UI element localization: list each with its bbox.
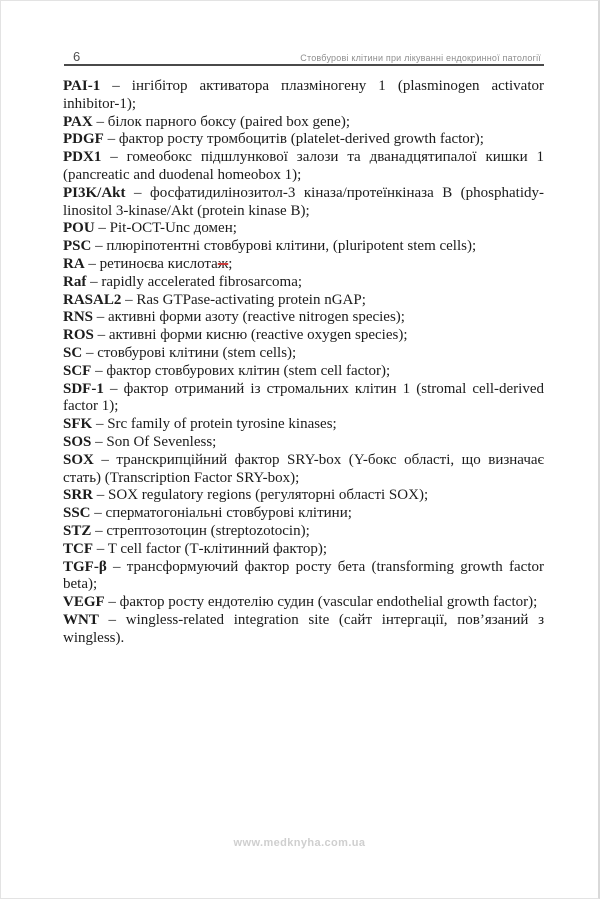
proofread-strike-char: ж xyxy=(217,255,229,272)
entry-term: PAX xyxy=(63,113,93,130)
entry-term: PI3K/Akt xyxy=(63,184,126,201)
glossary-entry xyxy=(63,78,544,114)
entry-term: RASAL2 xyxy=(63,291,122,308)
entry-line: POU – Pit-OCT-Unc домен; xyxy=(63,220,237,237)
entry-line: SSC – сперматогоніальні стовбурові клітини; xyxy=(63,505,352,522)
entry-term: PAI-1 xyxy=(63,78,101,94)
entry-line: PDX1 – гомеобокс підшлункової залози та дванадцятипалої кишки 1 xyxy=(63,149,545,166)
entry-line: SFK – Src family of protein tyrosine kinases; xyxy=(63,416,337,433)
glossary-entry xyxy=(63,292,544,310)
glossary-entry xyxy=(63,256,544,274)
entry-term: ROS xyxy=(63,327,94,344)
entry-term: SC xyxy=(63,344,83,361)
entry-line: TCF – T cell factor (Т-клітинний фактор); xyxy=(63,540,328,557)
entry-line: inhibitor-1); xyxy=(63,95,137,112)
entry-line: SOX – транскрипційний фактор SRY-box (Y-бокс області, що визначає xyxy=(63,451,544,468)
glossary-entry xyxy=(63,114,544,132)
entry-term: PDGF xyxy=(63,131,104,148)
page-number: 6 xyxy=(73,49,81,64)
glossary-entry xyxy=(63,416,544,434)
glossary-entry xyxy=(63,274,544,292)
glossary-entry xyxy=(63,363,544,381)
entry-line: PDGF – фактор росту тромбоцитів (platelet-derived growth factor); xyxy=(63,131,484,148)
entry-line: RNS – активні форми азоту (reactive nitrogen species); xyxy=(63,309,405,326)
entry-line: PAI-1 – інгібітор активатора плазміногену 1 (plasminogen activator xyxy=(63,78,544,94)
glossary-entry xyxy=(63,559,544,595)
entry-line: PI3K/Akt – фосфатидилінозитол-3 кіназа/протеїнкіназа В (phosphatidy- xyxy=(63,184,545,201)
entry-line: RASAL2 – Ras GTPase-activating protein nGAP; xyxy=(63,291,366,308)
entry-term: SOS xyxy=(63,433,92,450)
entry-line: PSC – плюріпотентні стовбурові клітини, (pluripotent stem cells); xyxy=(63,238,477,255)
entry-term: SRR xyxy=(63,487,94,504)
entry-line: стать) (Transcription Factor SRY-box); xyxy=(63,469,300,486)
entry-line: SC – стовбурові клітини (stem cells); xyxy=(63,344,297,361)
glossary-entry xyxy=(63,452,544,488)
entry-line: STZ – стрептозотоцин (streptozotocin); xyxy=(63,522,310,539)
glossary-entry xyxy=(63,612,544,648)
entry-line: PAX – білок парного боксу (paired box gene); xyxy=(63,113,350,130)
glossary-entry xyxy=(63,238,544,256)
entry-term: VEGF xyxy=(63,594,105,611)
entry-line: WNT – wingless-related integration site (сайт інтергації, пов’язаний з xyxy=(63,611,544,628)
entry-line: wingless). xyxy=(63,629,125,646)
entry-line: SCF – фактор стовбурових клітин (stem cell factor); xyxy=(63,362,391,379)
entry-term: RA xyxy=(63,255,85,272)
entry-term: SFK xyxy=(63,416,93,433)
entry-term: WNT xyxy=(63,611,99,628)
entry-term: TCF xyxy=(63,540,93,557)
entry-line: VEGF – фактор росту ендотелію судин (vascular endothelial growth factor); xyxy=(63,594,538,611)
glossary-entry xyxy=(63,541,544,559)
entry-term: POU xyxy=(63,220,95,237)
entry-term: Raf xyxy=(63,273,87,290)
entry-line: factor 1); xyxy=(63,398,119,415)
publisher-watermark: www.medknyha.com.ua xyxy=(233,837,366,849)
glossary-entry xyxy=(63,345,544,363)
glossary-entry xyxy=(63,185,544,221)
glossary-entry xyxy=(63,487,544,505)
glossary-entry xyxy=(63,523,544,541)
glossary-entry xyxy=(63,434,544,452)
glossary-list xyxy=(63,78,544,648)
header-rule xyxy=(64,64,544,66)
glossary-entry xyxy=(63,594,544,612)
entry-term: RNS xyxy=(63,309,94,326)
entry-line: SDF-1 – фактор отриманий із стромальних клітин 1 (stromal cell-derived xyxy=(63,380,545,397)
entry-line: Raf – rapidly accelerated fibrosarcoma; xyxy=(63,273,303,290)
entry-term: PSC xyxy=(63,238,92,255)
entry-line: ROS – активні форми кисню (reactive oxygen species); xyxy=(63,327,408,344)
entry-term: SSC xyxy=(63,505,91,522)
entry-term: SOX xyxy=(63,451,94,468)
glossary-entry xyxy=(63,131,544,149)
entry-term: SCF xyxy=(63,362,92,379)
entry-line: beta); xyxy=(63,576,98,593)
entry-line: SRR – SOX regulatory regions (регуляторні області SOX); xyxy=(63,487,429,504)
entry-term: PDX1 xyxy=(63,149,102,166)
entry-line: RA – ретиноєва кислотаж; xyxy=(63,255,233,272)
glossary-entry xyxy=(63,309,544,327)
glossary-entry xyxy=(63,220,544,238)
entry-line: linositol 3-kinase/Akt (protein kinase B); xyxy=(63,202,310,219)
entry-line: TGF-β – трансформуючий фактор росту бета (transforming growth factor xyxy=(63,558,544,575)
glossary-entry xyxy=(63,381,544,417)
entry-line: (pancreatic and duodenal homeobox 1); xyxy=(63,166,302,183)
running-header-title: Стовбурові клітини при лікуванні ендокринної патології xyxy=(300,53,541,63)
glossary-entry xyxy=(63,505,544,523)
entry-term: SDF-1 xyxy=(63,380,104,397)
entry-line: SOS – Son Of Sevenless; xyxy=(63,433,217,450)
entry-term: STZ xyxy=(63,522,92,539)
entry-term: TGF-β xyxy=(63,558,107,575)
glossary-entry xyxy=(63,149,544,185)
glossary-entry xyxy=(63,327,544,345)
